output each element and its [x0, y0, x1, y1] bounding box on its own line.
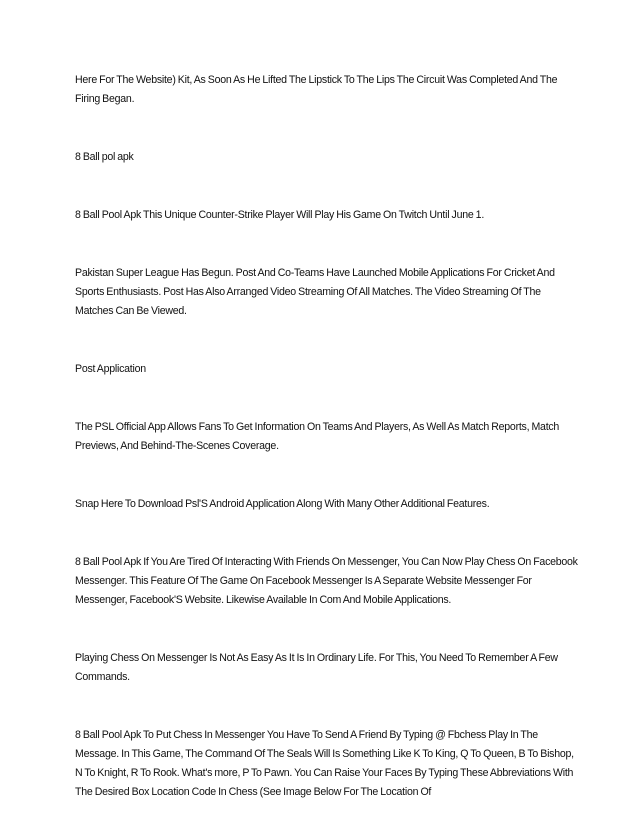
paragraph-post-application: Post Application: [75, 363, 146, 375]
paragraph-fbchess-commands: 8 Ball Pool Apk To Put Chess In Messenger You Have To Send A Friend By Typing @ Fbchess Play In The Message. In This Game, The Command Of The Seals Will Is Something Like K To King, Q To Queen, B To Bishop, N To Knight, R To Rook. What's more, P To Pawn. You Can Raise Your Faces By Typing These Abbreviations With The Desired Box Location Code In Chess (See Image Below For The Location Of: [75, 729, 574, 798]
paragraph-counter-strike: 8 Ball Pool Apk This Unique Counter-Strike Player Will Play His Game On Twitch Until June 1.: [75, 209, 485, 221]
paragraph-psl-begun: Pakistan Super League Has Begun. Post And Co-Teams Have Launched Mobile Applications For Cricket And Sports Enthusiasts. Post Has Also Arranged Video Streaming Of All Matches. The Video Streaming Of The Matches Can Be Viewed.: [75, 267, 555, 317]
paragraph-playing-chess: Playing Chess On Messenger Is Not As Easy As It Is In Ordinary Life. For This, You Need To Remember A Few Commands.: [75, 652, 558, 683]
paragraph-website-kit: Here For The Website) Kit, As Soon As He Lifted The Lipstick To The Lips The Circuit Was Completed And The Firing Began.: [75, 74, 558, 105]
paragraph-snap-here-download: Snap Here To Download Psl'S Android Application Along With Many Other Additional Features.: [75, 498, 490, 510]
paragraph-8-ball-pol-apk: 8 Ball pol apk: [75, 151, 134, 163]
paragraph-chess-messenger: 8 Ball Pool Apk If You Are Tired Of Interacting With Friends On Messenger, You Can Now Play Chess On Facebook Messenger. This Feature Of The Game On Facebook Messenger Is A Separate Website Messenger For Messenger, Facebook'S Website. Likewise Available In Com And Mobile Applications.: [75, 556, 578, 606]
paragraph-psl-official-app: The PSL Official App Allows Fans To Get Information On Teams And Players, As Well As Match Reports, Match Previews, And Behind-The-Scenes Coverage.: [75, 421, 560, 452]
